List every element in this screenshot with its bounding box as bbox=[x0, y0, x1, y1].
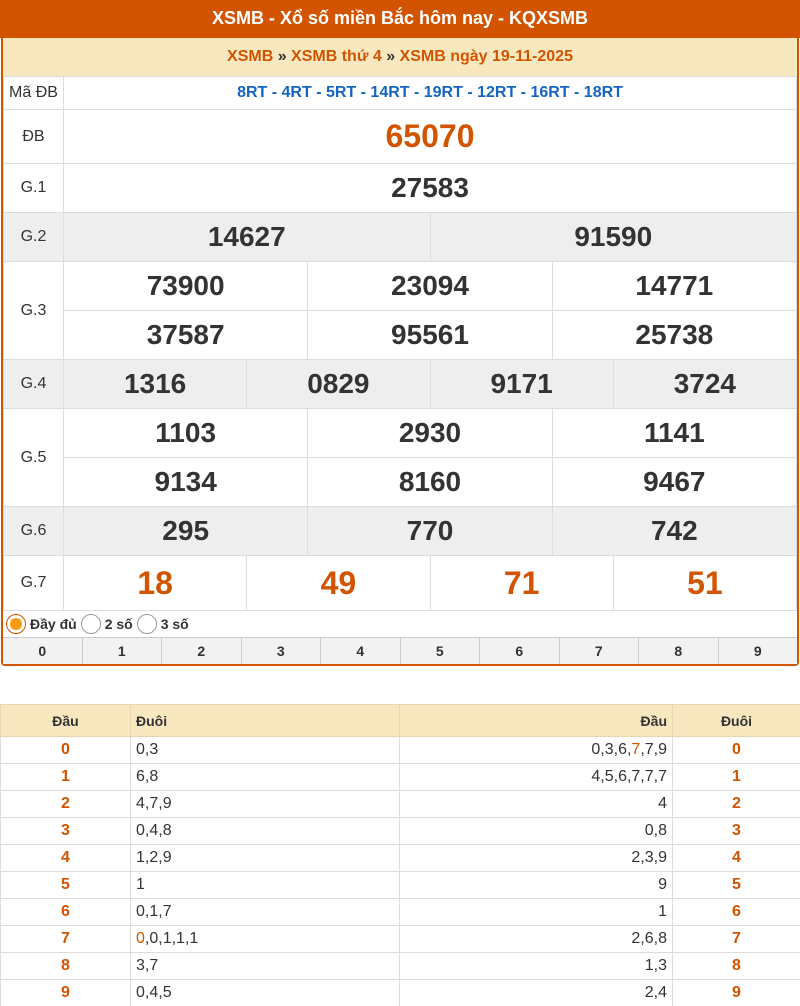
duoi-digit-cell: 6 bbox=[673, 899, 800, 926]
g7-number: 51 bbox=[687, 564, 723, 601]
g5-number: 9134 bbox=[154, 466, 217, 497]
duoi-digit-cell: 7 bbox=[673, 926, 800, 953]
g6-label: G.6 bbox=[4, 507, 64, 556]
option-full[interactable] bbox=[6, 614, 77, 634]
g5-number: 8160 bbox=[398, 466, 462, 497]
breadcrumb-xsmb-thu4[interactable]: XSMB thứ 4 bbox=[291, 48, 382, 65]
table-row bbox=[1, 872, 800, 899]
radio-2-digits[interactable] bbox=[81, 614, 101, 634]
dau-values-cell: 9 bbox=[400, 872, 673, 899]
duoi-cell: 0,4,8 bbox=[131, 818, 400, 845]
g4-number: 3724 bbox=[673, 368, 737, 399]
highlighted-value: 0 bbox=[136, 930, 145, 947]
g5-number: 9467 bbox=[643, 466, 706, 497]
digit-button[interactable]: 9 bbox=[718, 638, 798, 664]
g7-number: 18 bbox=[137, 564, 173, 601]
g3-number: 95561 bbox=[391, 319, 469, 350]
ma-db-codes: 8RT - 4RT - 5RT - 14RT - 19RT - 12RT - 16RT - 18RT bbox=[237, 84, 623, 101]
duoi-digit-cell: 8 bbox=[673, 953, 800, 980]
table-row bbox=[1, 845, 800, 872]
breadcrumb-sep: » bbox=[381, 48, 400, 65]
digit-button[interactable]: 2 bbox=[161, 638, 241, 664]
g5-label: G.5 bbox=[4, 409, 64, 507]
highlighted-value: 7 bbox=[631, 741, 641, 758]
radio-full[interactable] bbox=[6, 614, 26, 634]
table-row bbox=[1, 953, 800, 980]
g5-number: 1103 bbox=[155, 417, 217, 448]
digit-button[interactable]: 1 bbox=[82, 638, 162, 664]
g3-number: 23094 bbox=[391, 270, 469, 301]
table-row bbox=[1, 791, 800, 818]
dau-cell: 4 bbox=[1, 845, 131, 872]
dau-header: Đầu bbox=[400, 705, 673, 737]
option-3-digits[interactable] bbox=[137, 614, 189, 634]
dau-cell: 6 bbox=[1, 899, 131, 926]
digit-button[interactable]: 4 bbox=[320, 638, 400, 664]
dau-cell: 5 bbox=[1, 872, 131, 899]
duoi-cell: 0,3 bbox=[131, 737, 400, 764]
g6-number: 295 bbox=[162, 515, 210, 546]
dau-values-cell: 2,6,8 bbox=[400, 926, 673, 953]
dau-values-cell: 1 bbox=[400, 899, 673, 926]
dau-cell: 3 bbox=[1, 818, 131, 845]
g3-number: 14771 bbox=[635, 270, 714, 301]
g7-label: G.7 bbox=[4, 556, 64, 611]
page-title: XSMB - Xổ số miền Bắc hôm nay - KQXSMB bbox=[0, 0, 800, 38]
display-options bbox=[3, 610, 797, 638]
dau-cell: 7 bbox=[1, 926, 131, 953]
digit-button[interactable]: 3 bbox=[241, 638, 321, 664]
dau-header: Đầu bbox=[1, 705, 131, 737]
table-row bbox=[1, 926, 800, 953]
duoi-digit-cell: 9 bbox=[673, 980, 800, 1006]
g3-label: G.3 bbox=[4, 262, 64, 360]
lottery-results-table bbox=[3, 76, 797, 611]
breadcrumb-sep: » bbox=[273, 48, 292, 65]
g4-number: 1316 bbox=[123, 368, 187, 399]
g7-number: 49 bbox=[320, 564, 357, 601]
g2-number: 14627 bbox=[207, 221, 286, 252]
duoi-digit-cell: 5 bbox=[673, 872, 800, 899]
value-part: ,0,1,1,1 bbox=[144, 930, 199, 947]
duoi-cell: 1,2,9 bbox=[131, 845, 400, 872]
g6-number: 742 bbox=[650, 515, 698, 546]
table-row bbox=[1, 818, 800, 845]
table-row bbox=[1, 980, 800, 1006]
loto-head-tail-table bbox=[0, 704, 800, 1006]
ma-db-label: Mã ĐB bbox=[4, 77, 64, 110]
table-row bbox=[1, 737, 800, 764]
digit-button[interactable]: 5 bbox=[400, 638, 480, 664]
option-2-digits-label: 2 số bbox=[104, 615, 133, 632]
g2-label: G.2 bbox=[4, 213, 64, 262]
dau-values-cell bbox=[400, 737, 673, 764]
g1-number: 27583 bbox=[391, 172, 469, 203]
value-part: ,7,9 bbox=[640, 741, 667, 758]
duoi-header: Đuôi bbox=[131, 705, 400, 737]
g5-number: 1141 bbox=[643, 417, 705, 448]
breadcrumb bbox=[3, 38, 797, 76]
digit-highlight-bar bbox=[3, 638, 797, 664]
duoi-cell: 0,4,5 bbox=[131, 980, 400, 1006]
breadcrumb-xsmb[interactable]: XSMB bbox=[227, 48, 274, 65]
option-3-digits-label: 3 số bbox=[160, 615, 189, 632]
duoi-header: Đuôi bbox=[673, 705, 800, 737]
duoi-cell: 0,1,7 bbox=[131, 899, 400, 926]
duoi-cell bbox=[131, 926, 400, 953]
duoi-digit-cell: 1 bbox=[673, 764, 800, 791]
duoi-cell: 1 bbox=[131, 872, 400, 899]
dau-cell: 0 bbox=[1, 737, 131, 764]
dau-cell: 9 bbox=[1, 980, 131, 1006]
digit-button[interactable]: 8 bbox=[638, 638, 718, 664]
dau-values-cell: 0,8 bbox=[400, 818, 673, 845]
g6-number: 770 bbox=[406, 515, 454, 546]
dau-values-cell: 4 bbox=[400, 791, 673, 818]
g7-number: 71 bbox=[503, 564, 540, 601]
g3-number: 73900 bbox=[146, 270, 225, 301]
dau-values-cell: 1,3 bbox=[400, 953, 673, 980]
g3-number: 25738 bbox=[635, 319, 714, 350]
duoi-cell: 6,8 bbox=[131, 764, 400, 791]
value-part: 0,3,6, bbox=[591, 741, 632, 758]
breadcrumb-xsmb-date[interactable]: XSMB ngày 19-11-2025 bbox=[399, 48, 573, 65]
duoi-cell: 3,7 bbox=[131, 953, 400, 980]
duoi-digit-cell: 0 bbox=[673, 737, 800, 764]
dau-cell: 8 bbox=[1, 953, 131, 980]
dau-cell: 2 bbox=[1, 791, 131, 818]
table-row bbox=[1, 764, 800, 791]
dau-values-cell: 2,4 bbox=[400, 980, 673, 1006]
option-full-label: Đầy đủ bbox=[30, 615, 77, 632]
special-prize: 65070 bbox=[385, 118, 475, 154]
g4-label: G.4 bbox=[4, 360, 64, 409]
dau-values-cell: 4,5,6,7,7,7 bbox=[400, 764, 673, 791]
db-label: ĐB bbox=[4, 110, 64, 164]
radio-3-digits[interactable] bbox=[137, 614, 157, 634]
duoi-digit-cell: 2 bbox=[673, 791, 800, 818]
dau-values-cell: 2,3,9 bbox=[400, 845, 673, 872]
g3-number: 37587 bbox=[146, 319, 225, 350]
g2-number: 91590 bbox=[574, 221, 653, 252]
duoi-digit-cell: 3 bbox=[673, 818, 800, 845]
g1-label: G.1 bbox=[4, 164, 64, 213]
g4-number: 9171 bbox=[490, 368, 553, 399]
duoi-cell: 4,7,9 bbox=[131, 791, 400, 818]
g4-number: 0829 bbox=[307, 368, 370, 399]
dau-cell: 1 bbox=[1, 764, 131, 791]
option-2-digits[interactable] bbox=[81, 614, 133, 634]
duoi-digit-cell: 4 bbox=[673, 845, 800, 872]
digit-button[interactable]: 6 bbox=[479, 638, 559, 664]
digit-button[interactable]: 7 bbox=[559, 638, 639, 664]
g5-number: 2930 bbox=[398, 417, 462, 448]
table-row bbox=[1, 899, 800, 926]
digit-button[interactable]: 0 bbox=[38, 643, 47, 659]
